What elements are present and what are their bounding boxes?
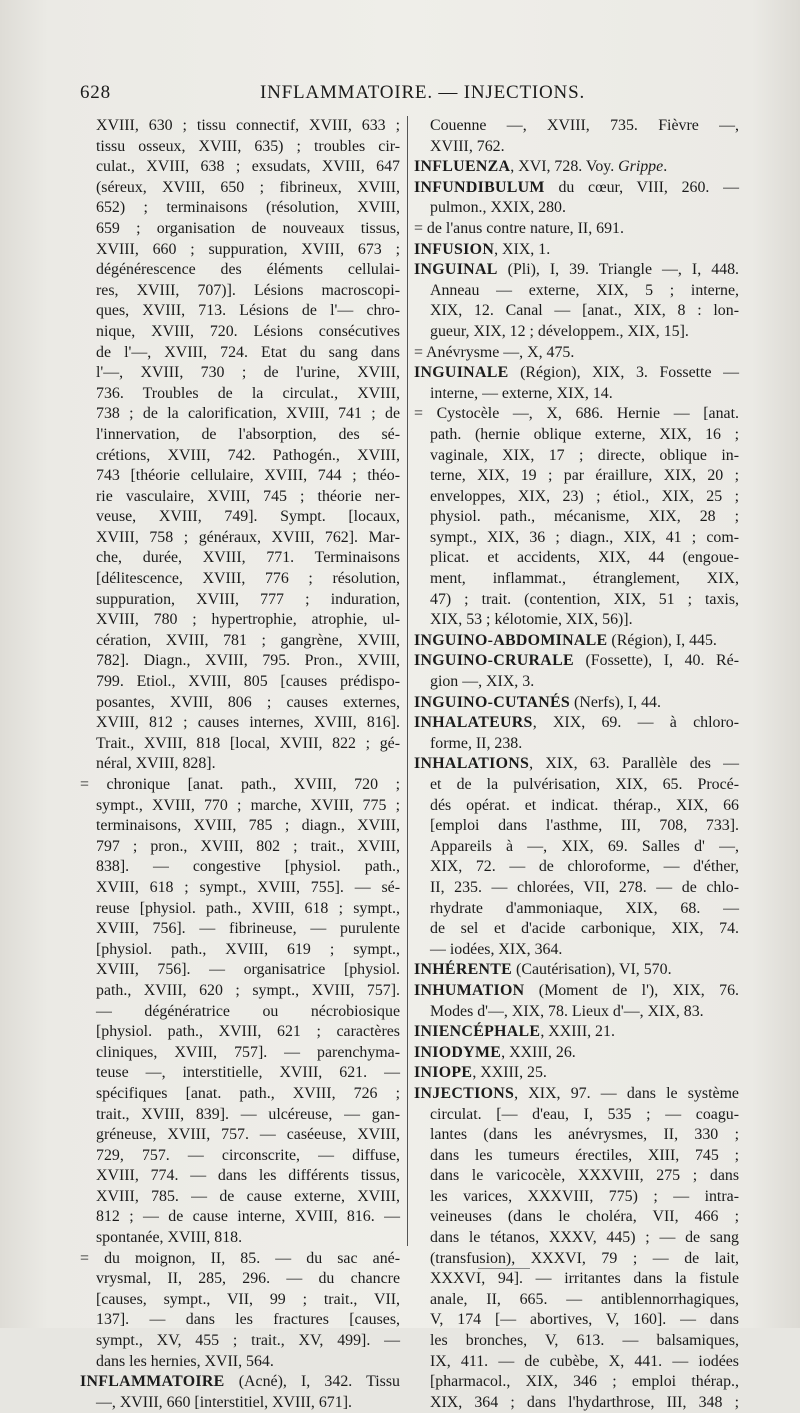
index-line xyxy=(414,610,739,631)
entry-text: path. (hernie oblique externe, XIX, 16 ; xyxy=(430,425,739,443)
entry-text: spontanée, XVIII, 818. xyxy=(96,1229,243,1247)
entry-text: l'innervation, de l'absorption, des sé- xyxy=(96,425,400,443)
index-line xyxy=(414,1022,739,1043)
footer-rule xyxy=(478,1268,530,1269)
entry-text: tissu osseux, XVIII, 635) ; troubles cir- xyxy=(96,137,400,155)
entry-text: (Fossette), I, 40. Ré- xyxy=(573,652,739,670)
entry-headword: INFUSION xyxy=(414,240,495,258)
index-line xyxy=(414,734,739,755)
index-line xyxy=(414,590,739,611)
index-line xyxy=(414,178,739,199)
index-line xyxy=(414,404,739,425)
index-line xyxy=(80,816,400,837)
entry-text: (Région), I, 445. xyxy=(607,631,717,649)
entry-text: teuse —, interstitielle, XVIII, 621. — xyxy=(96,1064,400,1082)
entry-text: gueur, XIX, 12 ; développem., XIX, 15]. xyxy=(430,322,689,340)
entry-headword: INIOPE xyxy=(414,1064,473,1082)
index-line xyxy=(80,569,400,590)
index-line xyxy=(80,528,400,549)
index-line xyxy=(414,631,739,652)
index-line xyxy=(414,487,739,508)
index-line xyxy=(80,1063,400,1084)
entry-text: —, XVIII, 660 [interstitiel, XVIII, 671]. xyxy=(96,1393,352,1411)
entry-text: XXXVI, 94]. — irritantes dans la fistule xyxy=(430,1270,739,1288)
index-line xyxy=(80,878,400,899)
index-line xyxy=(414,713,739,734)
index-line xyxy=(414,157,739,178)
index-line xyxy=(80,940,400,961)
index-line xyxy=(80,1372,400,1393)
entry-text: dés opérat. et indicat. thérap., XIX, 66 xyxy=(430,796,739,814)
index-line xyxy=(414,1372,739,1393)
entry-text: interne, — externe, XIX, 14. xyxy=(430,384,613,402)
entry-text: les varices, XXXVIII, 775) ; — intra- xyxy=(430,1187,739,1205)
entry-text: 782]. Diagn., XVIII, 795. Pron., XVIII, xyxy=(96,652,400,670)
index-line xyxy=(414,693,739,714)
index-line xyxy=(414,548,739,569)
index-line xyxy=(80,301,400,322)
index-line xyxy=(80,1166,400,1187)
entry-text: XVIII, 660 ; suppuration, XVIII, 673 ; xyxy=(96,240,400,258)
entry-text: Appareils à —, XIX, 69. Salles d' —, xyxy=(430,837,739,855)
entry-text: posantes, XVIII, 806 ; causes externes, xyxy=(96,693,400,711)
index-line xyxy=(80,754,400,775)
entry-text: (transfusion), XXXVI, 79 ; — de lait, xyxy=(430,1249,739,1267)
index-line xyxy=(414,1166,739,1187)
index-line xyxy=(414,1228,739,1249)
entry-text: et de la pulvérisation, XIX, 65. Procé- xyxy=(430,776,739,793)
entry-text: (séreux, XVIII, 650 ; fibrineux, XVIII, xyxy=(96,178,400,196)
entry-text: de l'—, XVIII, 724. Etat du sang dans xyxy=(96,343,400,361)
index-line xyxy=(414,1352,739,1373)
entry-text: les bronches, V, 613. — balsamiques, xyxy=(430,1332,739,1350)
entry-text: IX, 411. — de cubèbe, X, 441. — iodées xyxy=(430,1352,739,1370)
index-line xyxy=(414,672,739,693)
index-line xyxy=(80,466,400,487)
left-column xyxy=(80,116,400,1413)
entry-text: XVIII, 762. xyxy=(430,137,505,155)
entry-text: nique, XVIII, 720. Lésions consécutives xyxy=(96,322,400,340)
entry-text: Modes d'—, XIX, 78. Lieux d'—, XIX, 83. xyxy=(430,1002,704,1020)
entry-text: ques, XVIII, 713. Lésions de l'— chro- xyxy=(96,302,400,320)
index-line xyxy=(414,837,739,858)
entry-text: reuse [physiol. path., XVIII, 618 ; sympt., xyxy=(96,899,400,917)
entry-headword: INHUMATION xyxy=(414,981,525,999)
entry-text: (Moment de l'), XIX, 76. xyxy=(524,981,739,999)
entry-text: — dégénératrice ou nécrobiosique xyxy=(96,1002,400,1020)
entry-text: veineuses (dans le choléra, VII, 466 ; xyxy=(430,1208,739,1226)
entry-text: 743 [théorie cellulaire, XVIII, 744 ; théo- xyxy=(96,467,400,485)
entry-text: anale, II, 665. — antiblennorrhagiques, xyxy=(430,1290,739,1308)
entry-text: (Acné), I, 342. Tissu xyxy=(224,1373,400,1391)
index-line xyxy=(414,857,739,878)
entry-text: (Cautérisation), VI, 570. xyxy=(512,961,672,979)
entry-text: XVIII, 756]. — fibrineuse, — purulente xyxy=(96,920,400,938)
entry-text: XVIII, 774. — dans les différents tissus, xyxy=(96,1167,400,1185)
index-line xyxy=(414,1331,739,1352)
entry-text: vrysmal, II, 285, 296. — du chancre xyxy=(96,1270,400,1288)
index-line xyxy=(414,1146,739,1167)
entry-text: sympt., XV, 455 ; trait., XV, 499]. — xyxy=(96,1332,400,1350)
index-line xyxy=(80,1022,400,1043)
entry-text: che, durée, XVIII, 771. Terminaisons xyxy=(96,549,400,567)
index-line xyxy=(80,1146,400,1167)
entry-text: , XXIII, 21. xyxy=(540,1023,615,1041)
entry-headword: INFLAMMATOIRE xyxy=(80,1373,225,1391)
right-column xyxy=(414,116,739,1413)
entry-text: = chronique [anat. path., XVIII, 720 ; xyxy=(80,776,400,793)
index-line xyxy=(414,466,739,487)
entry-text: dans le varicocèle, XXXVIII, 275 ; dans xyxy=(430,1167,739,1185)
entry-text: = Cystocèle —, X, 686. Hernie — [anat. xyxy=(414,405,739,423)
entry-text: forme, II, 238. xyxy=(430,734,523,752)
index-line xyxy=(80,343,400,364)
entry-headword: INGUINO-CRURALE xyxy=(414,652,574,670)
index-line xyxy=(414,1084,739,1105)
entry-headword: INHALATEURS xyxy=(414,714,533,732)
index-line xyxy=(414,1043,739,1064)
entry-headword: INIENCÉPHALE xyxy=(414,1023,541,1041)
index-line xyxy=(80,857,400,878)
index-line xyxy=(80,693,400,714)
index-line xyxy=(80,240,400,261)
entry-headword: INHALATIONS xyxy=(414,755,530,773)
index-line xyxy=(80,260,400,281)
entry-text: [délitescence, XVIII, 776 ; résolution, xyxy=(96,570,400,588)
entry-text: trait., XVIII, 839]. — ulcéreuse, — gan- xyxy=(96,1105,400,1123)
index-line xyxy=(80,1125,400,1146)
index-line xyxy=(414,754,739,775)
index-line xyxy=(80,487,400,508)
index-line xyxy=(80,1043,400,1064)
index-line xyxy=(414,137,739,158)
index-line xyxy=(414,116,739,137)
entry-text: rhydrate d'ammoniaque, XIX, 68. — xyxy=(430,899,739,917)
entry-text: , XIX, 63. Parallèle des — xyxy=(529,755,739,773)
entry-text: 738 ; de la calorification, XVIII, 741 ; de xyxy=(96,405,400,423)
index-line xyxy=(414,507,739,528)
entry-text: de sel et d'acide carbonique, XIX, 74. xyxy=(430,920,739,938)
index-line xyxy=(414,1187,739,1208)
index-line xyxy=(414,651,739,672)
entry-text: physiol. path., mécanisme, XIX, 28 ; xyxy=(430,508,739,526)
entry-text: 137]. — dans les fractures [causes, xyxy=(96,1311,400,1329)
index-line xyxy=(80,713,400,734)
entry-text: XVIII, 618 ; sympt., XVIII, 755]. — sé- xyxy=(96,878,400,896)
index-line xyxy=(80,775,400,796)
entry-text: [physiol. path., XVIII, 619 ; sympt., xyxy=(96,940,400,958)
index-line xyxy=(80,631,400,652)
entry-text: veuse, XVIII, 749]. Sympt. [locaux, xyxy=(96,508,400,526)
index-line xyxy=(414,219,739,240)
entry-text: XVIII, 812 ; causes internes, XVIII, 816]. xyxy=(96,714,400,732)
index-line xyxy=(414,240,739,261)
index-line xyxy=(80,899,400,920)
index-line xyxy=(80,178,400,199)
index-line xyxy=(414,960,739,981)
entry-crossref: Grippe xyxy=(618,158,664,176)
entry-text: , XIX, 1. xyxy=(494,240,551,258)
entry-text: XVIII, 758 ; généraux, XVIII, 762]. Mar- xyxy=(96,528,400,546)
entry-text: vaginale, XIX, 17 ; directe, oblique in- xyxy=(430,446,739,464)
index-line xyxy=(80,1002,400,1023)
index-line xyxy=(80,1331,400,1352)
entry-text: 736. Troubles de la circulat., XVIII, xyxy=(96,384,400,402)
entry-text: [causes, sympt., VII, 99 ; trait., VII, xyxy=(96,1290,400,1308)
entry-headword: INJECTIONS xyxy=(414,1084,515,1102)
entry-text: sympt., XIX, 36 ; diagn., XIX, 41 ; com- xyxy=(430,528,739,546)
entry-text: circulat. [— d'eau, I, 535 ; — coagu- xyxy=(430,1105,739,1123)
entry-text: XVIII, 785. — de cause externe, XVIII, xyxy=(96,1187,400,1205)
index-line xyxy=(414,1125,739,1146)
index-line xyxy=(80,548,400,569)
entry-text: crétions, XVIII, 742. Pathogén., XVIII, xyxy=(96,446,400,464)
index-line xyxy=(80,507,400,528)
index-line xyxy=(80,960,400,981)
entry-text: terminaisons, XVIII, 785 ; diagn., XVIII, xyxy=(96,817,400,835)
entry-text: XVIII, 630 ; tissu connectif, XVIII, 633 ; xyxy=(96,117,400,134)
entry-text: 797 ; pron., XVIII, 802 ; trait., XVIII, xyxy=(96,837,400,855)
entry-text: [emploi dans l'asthme, III, 708, 733]. xyxy=(430,817,739,835)
index-line xyxy=(80,384,400,405)
index-line xyxy=(414,878,739,899)
entry-text: sympt., XVIII, 770 ; marche, XVIII, 775 ; xyxy=(96,796,400,814)
entry-text-tail: . xyxy=(663,158,668,176)
index-line xyxy=(414,775,739,796)
page-header xyxy=(80,82,740,108)
entry-text: spécifiques [anat. path., XVIII, 726 ; xyxy=(96,1084,400,1102)
entry-text: rie vasculaire, XVIII, 745 ; théorie ner- xyxy=(96,487,400,505)
entry-text: res, XVIII, 707)]. Lésions macroscopi- xyxy=(96,281,400,299)
entry-text: dans le tétanos, XXXV, 445) ; — de sang xyxy=(430,1229,739,1247)
entry-headword: INGUINO-ABDOMINALE xyxy=(414,631,608,649)
entry-headword: INHÉRENTE xyxy=(414,961,513,979)
entry-headword: INGUINALE xyxy=(414,364,509,382)
entry-text: path., XVIII, 620 ; sympt., XVIII, 757]. xyxy=(96,981,400,999)
index-line xyxy=(80,404,400,425)
entry-text: néral, XVIII, 828]. xyxy=(96,755,216,773)
entry-text: V, 174 [— abortives, V, 160]. — dans xyxy=(430,1311,739,1329)
running-head: INFLAMMATOIRE. — INJECTIONS. xyxy=(260,82,585,103)
index-line xyxy=(80,281,400,302)
entry-text: l'—, XVIII, 730 ; de l'urine, XVIII, xyxy=(96,364,400,382)
index-line xyxy=(80,610,400,631)
index-line xyxy=(414,816,739,837)
index-line xyxy=(80,116,400,137)
index-line xyxy=(414,1249,739,1270)
index-line xyxy=(80,425,400,446)
entry-text: lantes (dans les anévrysmes, II, 330 ; xyxy=(430,1126,739,1144)
entry-text: = de l'anus contre nature, II, 691. xyxy=(414,219,624,237)
entry-text: = du moignon, II, 85. — du sac ané- xyxy=(80,1249,400,1267)
index-line xyxy=(80,1290,400,1311)
index-line xyxy=(80,734,400,755)
entry-text: Trait., XVIII, 818 [local, XVIII, 822 ; gé- xyxy=(96,734,400,752)
entry-text: , XXIII, 25. xyxy=(472,1064,547,1082)
index-line xyxy=(80,137,400,158)
entry-text: , XIX, 97. — dans le système xyxy=(514,1084,739,1102)
entry-text: XIX, 364 ; dans l'hydarthrose, III, 348 ; xyxy=(430,1393,739,1411)
entry-headword: INGUINO-CUTANÉS xyxy=(414,693,571,711)
index-line xyxy=(414,1105,739,1126)
entry-text: 799. Etiol., XVIII, 805 [causes prédispo- xyxy=(96,673,400,691)
index-line xyxy=(414,322,739,343)
entry-text: , XIX, 69. — à chloro- xyxy=(532,714,739,732)
entry-text: du cœur, VIII, 260. — xyxy=(544,178,739,196)
index-line xyxy=(414,1269,739,1290)
entry-text: (Région), XIX, 3. Fossette — xyxy=(508,364,739,382)
index-line xyxy=(80,1084,400,1105)
entry-headword: INGUINAL xyxy=(414,261,498,279)
index-line xyxy=(414,940,739,961)
index-line xyxy=(414,528,739,549)
entry-text: terne, XIX, 19 ; par éraillure, XIX, 20 ; xyxy=(430,467,739,485)
index-line xyxy=(414,796,739,817)
column-divider xyxy=(407,116,408,1246)
entry-text: suppuration, XVIII, 777 ; induration, xyxy=(96,590,400,608)
page-number: 628 xyxy=(80,82,111,103)
entry-text: = Anévrysme —, X, 475. xyxy=(414,343,575,361)
entry-text: culat., XVIII, 638 ; exsudats, XVIII, 647 xyxy=(96,158,400,176)
entry-text: XVIII, 780 ; hypertrophie, atrophie, ul- xyxy=(96,611,400,629)
index-line xyxy=(80,1393,400,1413)
entry-text: enveloppes, XIX, 23) ; étiol., XIX, 25 ; xyxy=(430,487,739,505)
index-line xyxy=(414,384,739,405)
index-line xyxy=(80,446,400,467)
entry-text: cliniques, XVIII, 757]. — parenchyma- xyxy=(96,1043,400,1061)
index-line xyxy=(414,1290,739,1311)
entry-text: pulmon., XXIX, 280. xyxy=(430,199,566,217)
index-line xyxy=(414,425,739,446)
entry-text: 652) ; terminaisons (résolution, XVIII, xyxy=(96,199,400,217)
index-line xyxy=(414,899,739,920)
index-line xyxy=(80,1352,400,1373)
index-line xyxy=(80,1187,400,1208)
entry-text: gion —, XIX, 3. xyxy=(430,673,535,691)
entry-text: plicat. et accidents, XIX, 44 (engoue- xyxy=(430,549,739,567)
index-line xyxy=(414,981,739,1002)
index-line xyxy=(414,1207,739,1228)
index-line xyxy=(80,919,400,940)
index-line xyxy=(80,1105,400,1126)
entry-text: dans les hernies, XVII, 564. xyxy=(96,1352,274,1370)
entry-text: cération, XVIII, 781 ; gangrène, XVIII, xyxy=(96,631,400,649)
index-line xyxy=(414,1002,739,1023)
entry-text: gréneuse, XVIII, 757. — caséeuse, XVIII, xyxy=(96,1126,400,1144)
index-line xyxy=(80,363,400,384)
entry-text: 659 ; organisation de nouveaux tissus, xyxy=(96,219,400,237)
entry-text: 812 ; — de cause interne, XVIII, 816. — xyxy=(96,1208,400,1226)
index-line xyxy=(414,281,739,302)
entry-text: XIX, 53 ; kélotomie, XIX, 56)]. xyxy=(430,611,633,629)
entry-headword: INFLUENZA xyxy=(414,158,511,176)
entry-text: XVIII, 756]. — organisatrice [physiol. xyxy=(96,961,400,979)
index-line xyxy=(414,919,739,940)
index-line xyxy=(80,981,400,1002)
index-line xyxy=(414,363,739,384)
index-line xyxy=(414,1393,739,1413)
index-line xyxy=(80,1228,400,1249)
entry-text: Couenne —, XVIII, 735. Fièvre —, xyxy=(430,117,739,134)
entry-text: — iodées, XIX, 364. xyxy=(430,940,563,958)
index-line xyxy=(414,198,739,219)
entry-text: (Pli), I, 39. Triangle —, I, 448. xyxy=(497,261,739,279)
entry-text: dans les tumeurs érectiles, XIII, 745 ; xyxy=(430,1146,739,1164)
index-line xyxy=(80,651,400,672)
entry-text: dégénérescence des éléments cellulai- xyxy=(96,261,400,279)
index-line xyxy=(80,198,400,219)
index-line xyxy=(80,796,400,817)
entry-text: 47) ; trait. (contention, XIX, 51 ; taxis, xyxy=(430,590,739,608)
entry-text: Anneau — externe, XIX, 5 ; interne, xyxy=(430,281,739,299)
entry-text: [physiol. path., XVIII, 621 ; caractères xyxy=(96,1023,400,1041)
index-line xyxy=(414,1063,739,1084)
entry-text: ment, inflammat., étranglement, XIX, xyxy=(430,570,739,588)
entry-text: (Nerfs), I, 44. xyxy=(570,693,661,711)
entry-text: II, 235. — chlorées, VII, 278. — de chlo- xyxy=(430,878,739,896)
index-line xyxy=(80,1269,400,1290)
entry-text: 838]. — congestive [physiol. path., xyxy=(96,858,400,876)
entry-text: 729, 757. — circonscrite, — diffuse, xyxy=(96,1146,400,1164)
index-line xyxy=(414,260,739,281)
index-line xyxy=(80,672,400,693)
index-line xyxy=(80,219,400,240)
index-line xyxy=(414,301,739,322)
index-line xyxy=(414,343,739,364)
index-line xyxy=(414,569,739,590)
index-line xyxy=(414,446,739,467)
entry-headword: INIODYME xyxy=(414,1043,502,1061)
entry-text: , XXIII, 26. xyxy=(501,1043,576,1061)
index-line xyxy=(80,837,400,858)
entry-text: XIX, 12. Canal — [anat., XIX, 8 : lon- xyxy=(430,302,739,320)
entry-text: , XVI, 728. Voy. xyxy=(510,158,619,176)
index-line xyxy=(80,157,400,178)
index-line xyxy=(80,590,400,611)
index-line xyxy=(80,322,400,343)
index-line xyxy=(80,1249,400,1270)
entry-headword: INFUNDIBULUM xyxy=(414,178,545,196)
entry-text: [pharmacol., XIX, 346 ; emploi thérap., xyxy=(430,1373,739,1391)
entry-text: XIX, 72. — de chloroforme, — d'éther, xyxy=(430,858,739,876)
index-line xyxy=(80,1207,400,1228)
